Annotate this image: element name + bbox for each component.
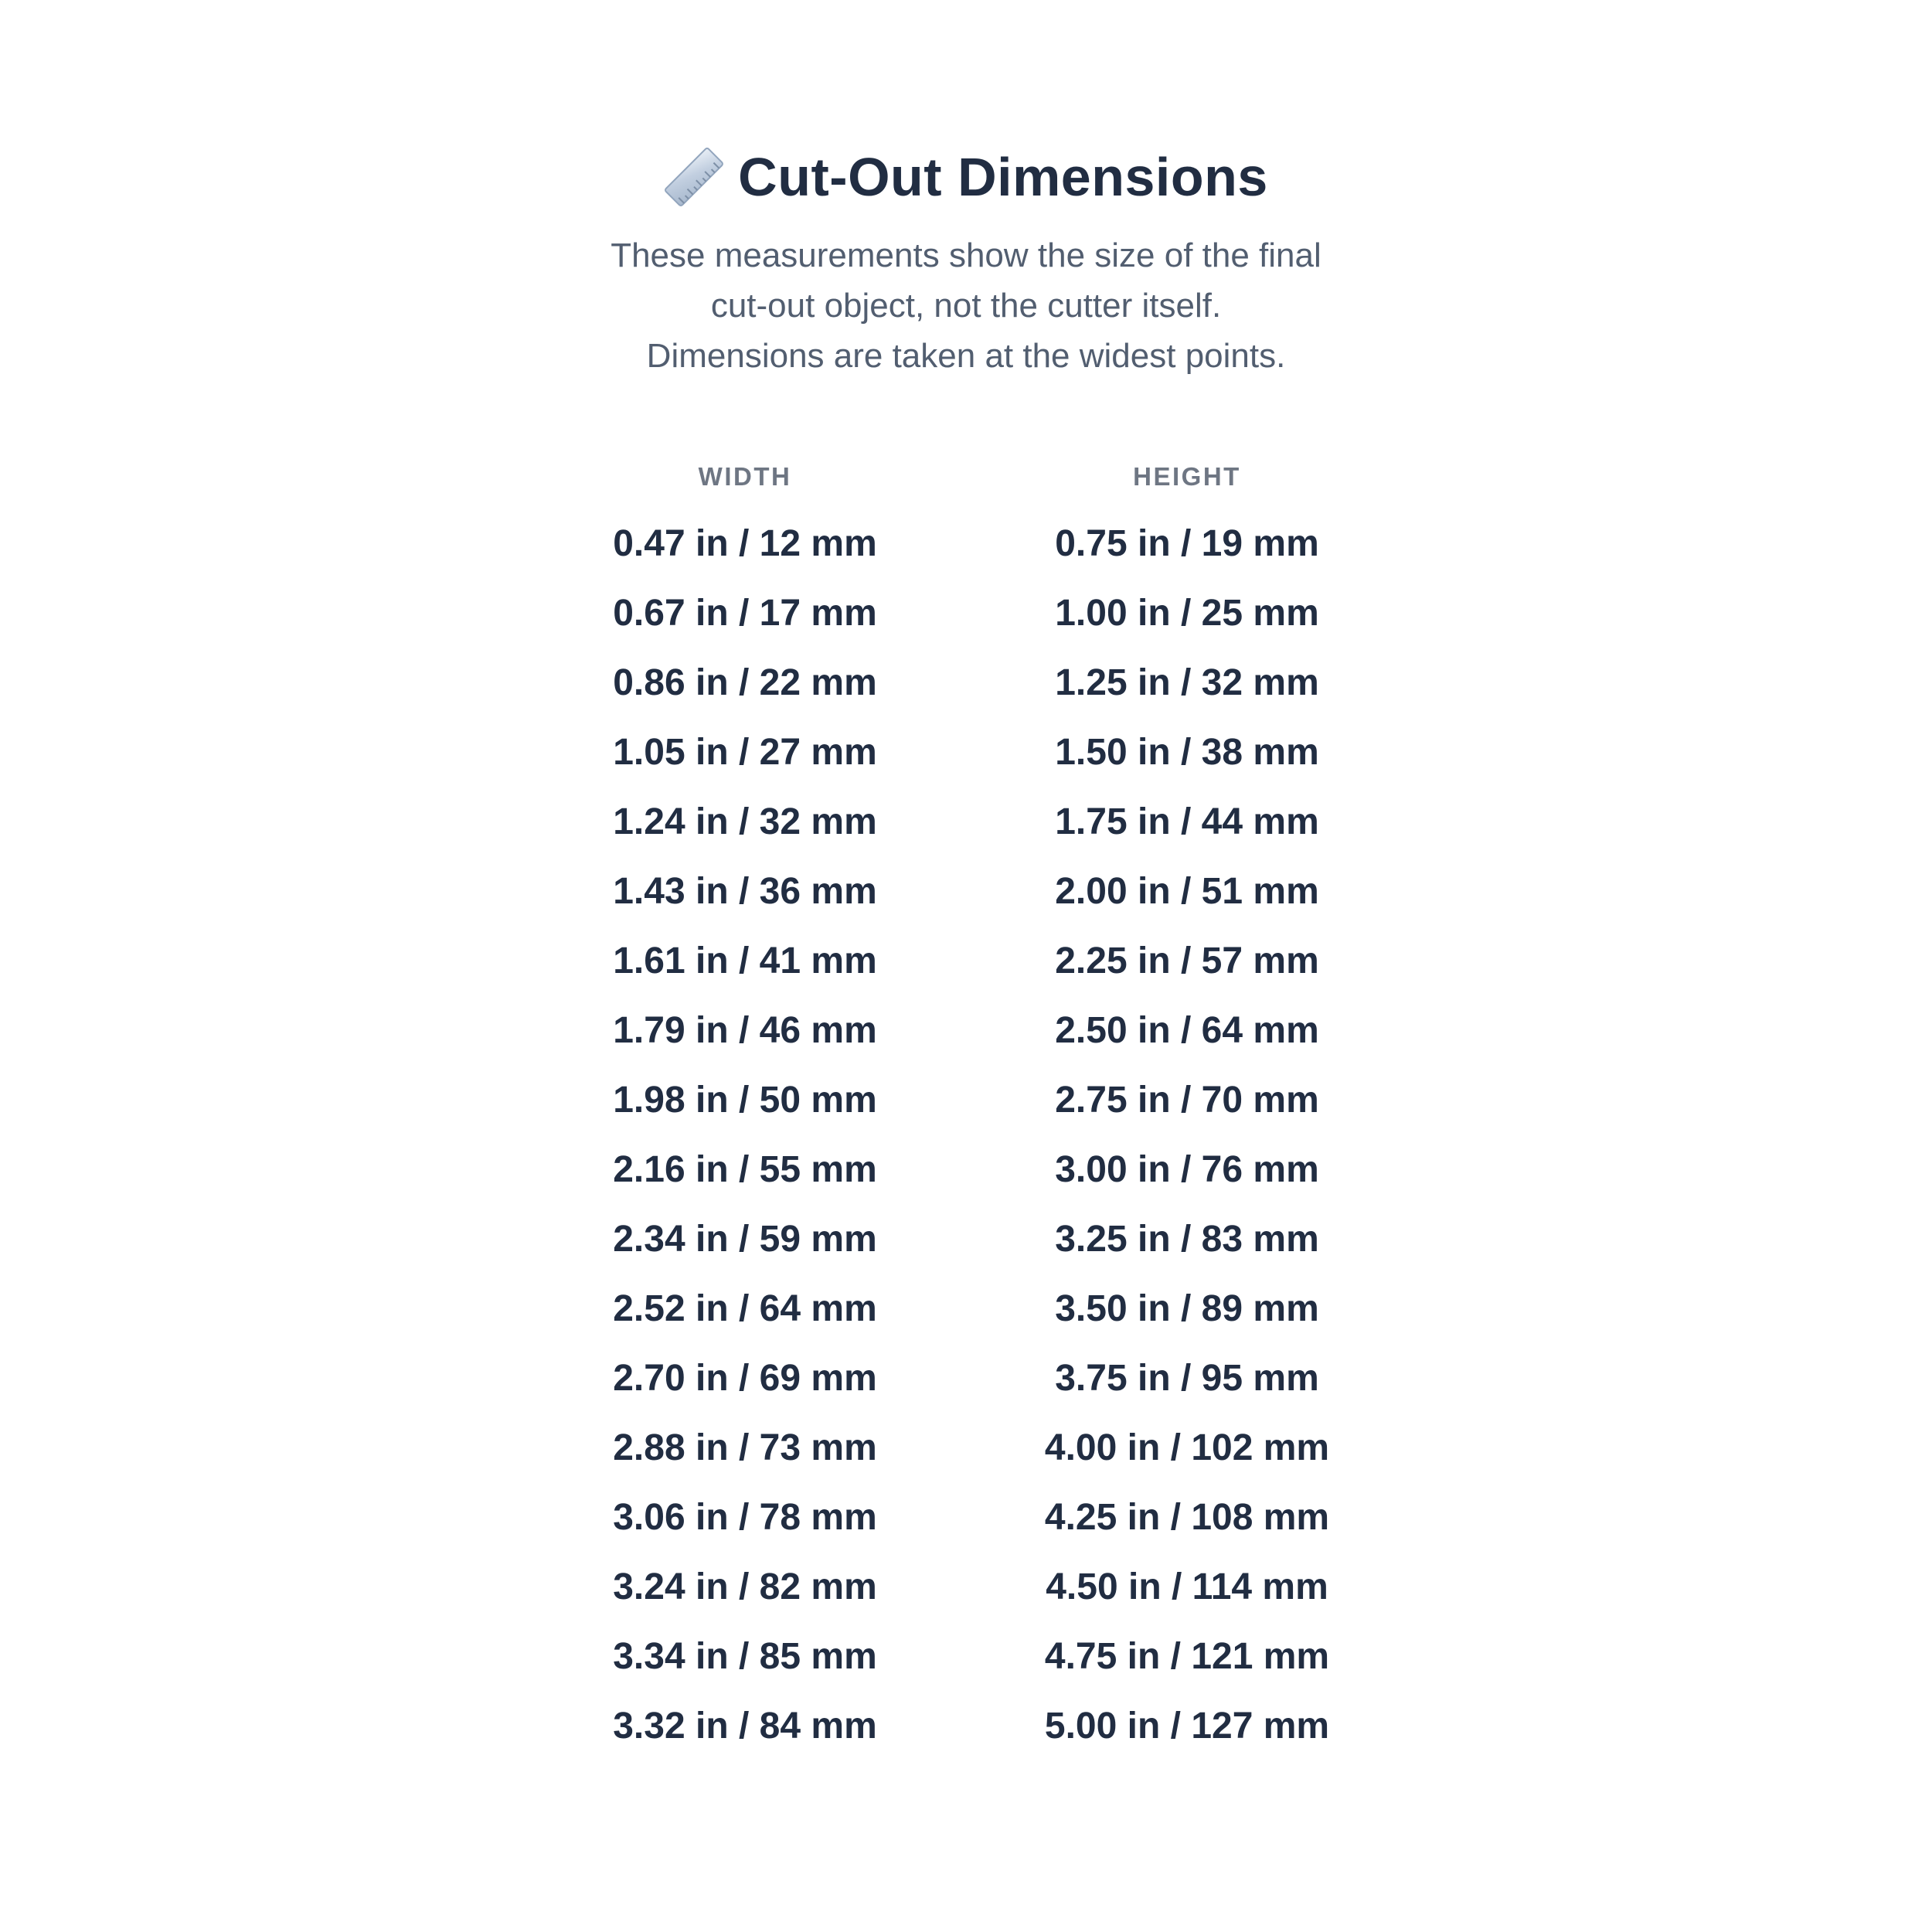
dimensions-table [502, 461, 1430, 1761]
width-value: 0.86 in / 22 mm [613, 662, 877, 703]
height-value: 4.50 in / 114 mm [1046, 1566, 1328, 1607]
height-value: 3.25 in / 83 mm [1055, 1219, 1319, 1260]
height-value: 1.00 in / 25 mm [1055, 593, 1319, 634]
height-value: 4.00 in / 102 mm [1044, 1427, 1330, 1468]
subtitle-line: cut-out object, not the cutter itself. [710, 287, 1222, 325]
height-column-header: HEIGHT [1133, 462, 1241, 491]
width-value: 2.34 in / 59 mm [613, 1219, 877, 1260]
width-value: 1.43 in / 36 mm [613, 871, 877, 912]
height-value: 4.25 in / 108 mm [1044, 1497, 1330, 1538]
height-value: 2.50 in / 64 mm [1055, 1010, 1319, 1051]
width-value: 3.32 in / 84 mm [613, 1706, 877, 1747]
width-value: 2.16 in / 55 mm [613, 1149, 877, 1190]
height-column [1009, 461, 1365, 1761]
width-value: 1.05 in / 27 mm [613, 732, 877, 773]
subtitle-line: These measurements show the size of the final [611, 236, 1321, 274]
height-value: 3.50 in / 89 mm [1055, 1288, 1319, 1329]
height-value: 1.25 in / 32 mm [1055, 662, 1319, 703]
ruler-icon [664, 144, 724, 210]
width-value: 2.70 in / 69 mm [613, 1358, 877, 1399]
width-value: 3.34 in / 85 mm [613, 1636, 877, 1677]
width-value: 1.79 in / 46 mm [613, 1010, 877, 1051]
width-column-header: WIDTH [698, 462, 792, 491]
width-column [567, 461, 923, 1761]
page-subtitle [502, 230, 1430, 381]
width-value: 0.67 in / 17 mm [613, 593, 877, 634]
subtitle-line: Dimensions are taken at the widest points. [646, 337, 1286, 375]
height-value: 2.00 in / 51 mm [1055, 871, 1319, 912]
width-value: 1.24 in / 32 mm [613, 801, 877, 842]
height-value: 3.75 in / 95 mm [1055, 1358, 1319, 1399]
width-value: 1.61 in / 41 mm [613, 940, 877, 981]
height-value: 3.00 in / 76 mm [1055, 1149, 1319, 1190]
width-value: 0.47 in / 12 mm [613, 523, 877, 564]
page-title-text: Cut-Out Dimensions [738, 146, 1268, 207]
height-values [1009, 509, 1365, 1761]
height-value: 1.50 in / 38 mm [1055, 732, 1319, 773]
content [502, 0, 1430, 1761]
width-values [567, 509, 923, 1761]
height-value: 2.25 in / 57 mm [1055, 940, 1319, 981]
width-value: 2.88 in / 73 mm [613, 1427, 877, 1468]
width-value: 3.24 in / 82 mm [613, 1566, 877, 1607]
height-value: 2.75 in / 70 mm [1055, 1080, 1319, 1121]
page-title [502, 144, 1430, 210]
height-value: 5.00 in / 127 mm [1044, 1706, 1330, 1747]
width-value: 3.06 in / 78 mm [613, 1497, 877, 1538]
height-value: 0.75 in / 19 mm [1055, 523, 1319, 564]
width-value: 1.98 in / 50 mm [613, 1080, 877, 1121]
height-value: 4.75 in / 121 mm [1044, 1636, 1330, 1677]
width-value: 2.52 in / 64 mm [613, 1288, 877, 1329]
height-value: 1.75 in / 44 mm [1055, 801, 1319, 842]
